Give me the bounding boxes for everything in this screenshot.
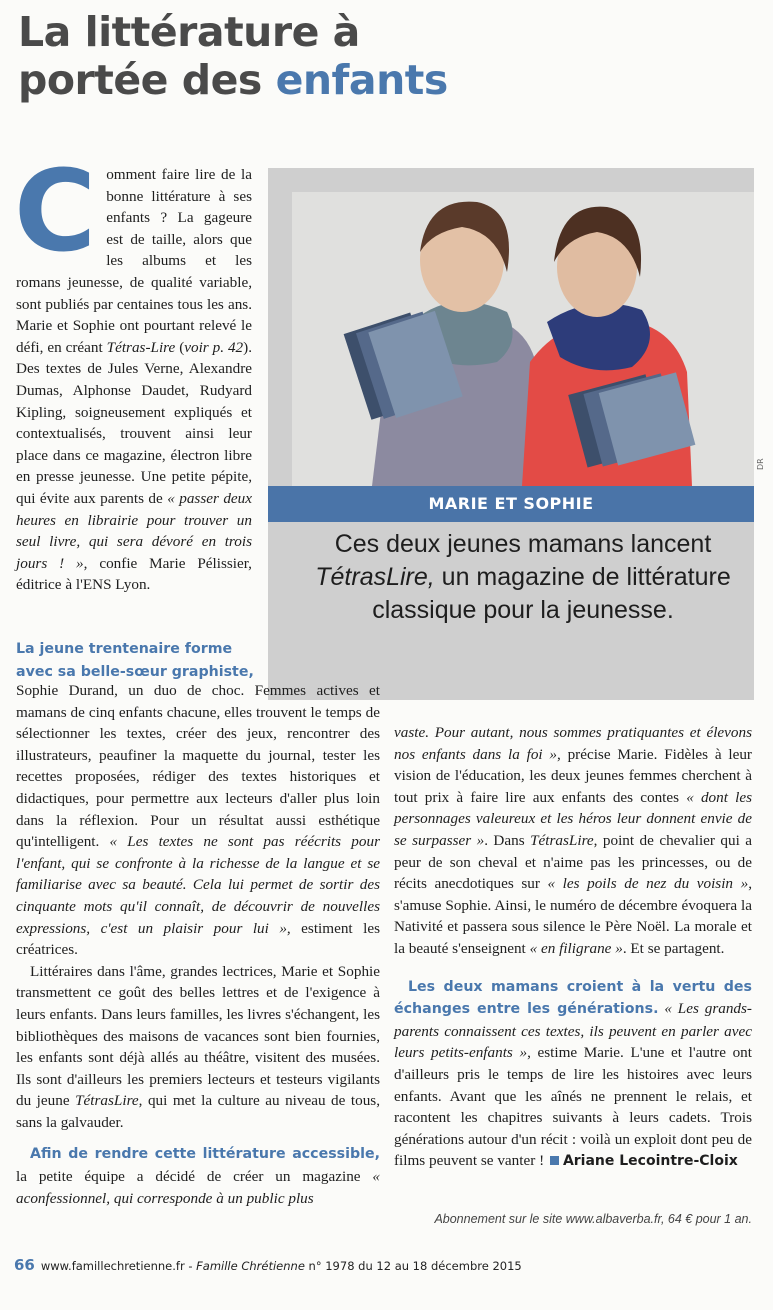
body-text: , qui met la culture au niveau de tous, sans la galvauder. [16, 1092, 381, 1131]
photo-credit: DR [756, 458, 765, 470]
left-column-body [16, 680, 380, 1209]
col3-paragraph [394, 722, 752, 960]
body-text: . Et se partagent. [622, 939, 725, 957]
section1-opening [16, 638, 256, 683]
body-text: , estime Marie. L'une et l'autre ont d'ailleurs pris le temps de lire les histoires avec leurs enfants. Avant que les aînés ne prennent le relais, et racontent les chapitres suivants à leurs cadets. Trois générations autour d'un récit : voilà un exploit dont peu de films peuvent se vanter ! [394, 1044, 752, 1170]
intro-italic-title: Tétras-Lire [106, 338, 176, 356]
headline-highlight: enfants [275, 56, 448, 104]
sidebar-blurb [292, 528, 754, 627]
blurb-text: un magazine de littérature classique pour la jeunesse. [372, 563, 731, 624]
body-text: , point de chevalier qui a peur de son cheval et n'aime pas les princesses, ou de récits anecdotiques sur [394, 831, 752, 893]
footer-site: www.famillechretienne.fr [40, 1259, 185, 1273]
portrait-photo [292, 192, 754, 486]
body-quote: « dont les personnages valeureux et les héros leur donnent envie de se surpasser » [394, 788, 752, 849]
body-italic: TétrasLire [530, 831, 594, 849]
body-quote: « Les grands-parents connaissent ces textes, ils peuvent en parler avec leurs petits-enfants » [394, 1000, 752, 1062]
body-text: . Dans [484, 831, 531, 849]
body-quote: « Les textes ne sont pas réécrits pour l'enfant, qui se confronte à la richesse de la langue et se familiarise avec sa beauté. Cela lui permet de sortir des cinquante mots qu'il connaît, de découvrir de nouvelles expressions, c'est un plaisir pour lui » [16, 833, 380, 937]
body-text: , estiment les créatrices. [16, 919, 380, 959]
body-quote: vaste. Pour autant, nous sommes pratiquantes et élevons nos enfants dans la foi » [394, 724, 752, 763]
body-quote: « en filigrane » [529, 939, 623, 957]
subscription-note: Abonnement sur le site www.albaverba.fr, 64 € pour 1 an. [434, 1212, 752, 1226]
body-text: Sophie Durand, un duo de choc. Femmes actives et mamans de cinq enfants chacune, elles trouvent le temps de sélectionner les textes, créer des jeux, rencontrer des illustrateurs, peaufiner la maquette du journal, tester les recettes proposées, rédiger des textes historiques et didactiques, pour permettre aux lecteurs d'aller plus loin dans la réflexion. Pour un résultat aussi esthétique qu'intelligent. [16, 682, 380, 851]
blurb-text: Ces deux jeunes mamans lancent [334, 530, 712, 558]
section2-lead: Afin de rendre cette littérature accessible, [30, 1146, 380, 1163]
intro-text: ). Des textes de Jules Verne, Alexandre Dumas, Alphonse Daudet, Rudyard Kipling, soigneusement expliqués et contextualisés, trouvent ainsi leur place dans ce magazine, électron libre en presse jeunesse. Une petite pépite, qui évite aux parents de [16, 338, 253, 507]
section2-paragraph [16, 1143, 380, 1209]
right-column-body [394, 722, 752, 1173]
intro-text: omment faire lire de la bonne littérature à ses enfants ? La gageure est de taille, alors que les albums et les romans jeunesse, de qualité variable, sont publiés par centaines tous les ans. Marie et Sophie ont pourtant relevé le défi, en créant [16, 166, 252, 356]
intro-quote: « passer deux heures en librairie pour trouver un seul livre, qui sera dévoré en trois jours ! » [16, 489, 252, 572]
headline-line1: La littérature à [18, 8, 360, 56]
paragraph-two [16, 961, 380, 1134]
photo-sidebar [268, 168, 754, 700]
body-text: , s'amuse Sophie. Ainsi, le numéro de décembre évoquera la Nativité et passera sous silence le Père Noël. La morale et la beauté s'enseignent [394, 875, 753, 957]
two-women-photo-illustration [292, 192, 754, 486]
body-text: , précise Marie. Fidèles à leur vision de l'éducation, les deux jeunes femmes cherchent à tout prix à faire lire aux enfants des contes [394, 745, 752, 806]
footer-separator: - [184, 1259, 197, 1273]
page-number: 66 [14, 1256, 35, 1274]
section1-lead: La jeune trentenaire forme avec sa belle-sœur graphiste, [16, 641, 254, 680]
article-headline [18, 8, 448, 104]
end-square-icon [550, 1156, 559, 1165]
photo-caption-banner: MARIE ET SOPHIE [268, 486, 754, 522]
footer-issue: n° 1978 du 12 au 18 décembre 2015 [304, 1259, 522, 1273]
blurb-italic: TétrasLire, [315, 563, 435, 591]
section3-lead: Les deux mamans croient à la vertu des échanges entre les générations. [394, 978, 752, 1018]
body-italic: TétrasLire [75, 1092, 139, 1110]
body-quote: « aconfessionnel, qui corresponde à un public plus [16, 1168, 380, 1207]
headline-line2: portée des [18, 56, 276, 104]
section1-paragraph [16, 680, 380, 961]
intro-text: ( [175, 338, 185, 356]
footer-magazine: Famille Chrétienne [196, 1259, 305, 1273]
author-byline: Ariane Lecointre-Cloix [562, 1153, 738, 1170]
intro-italic-ref: voir p. 42 [184, 338, 244, 356]
body-text: la petite équipe a décidé de créer un magazine [16, 1168, 373, 1186]
intro-paragraph [14, 147, 253, 596]
dropcap-letter: C [14, 147, 97, 277]
section3-paragraph [394, 976, 752, 1173]
intro-text: , confie Marie Pélissier, éditrice à l'ENS Lyon. [16, 554, 252, 594]
body-text: Littéraires dans l'âme, grandes lectrices, Marie et Sophie transmettent ce goût des belles lettres et de l'exigence à leurs enfants. Dans leurs familles, les livres s'échangent, les bibliothèques des maisons de vacances sont bien fournies, les enfants sont déjà allés au théâtre, visitent des musées. Ils sont d'ailleurs les premiers lecteurs et testeurs vigilants du jeune [16, 962, 380, 1110]
body-quote: « les poils de nez du voisin » [547, 875, 749, 893]
page-footer [14, 1256, 522, 1274]
